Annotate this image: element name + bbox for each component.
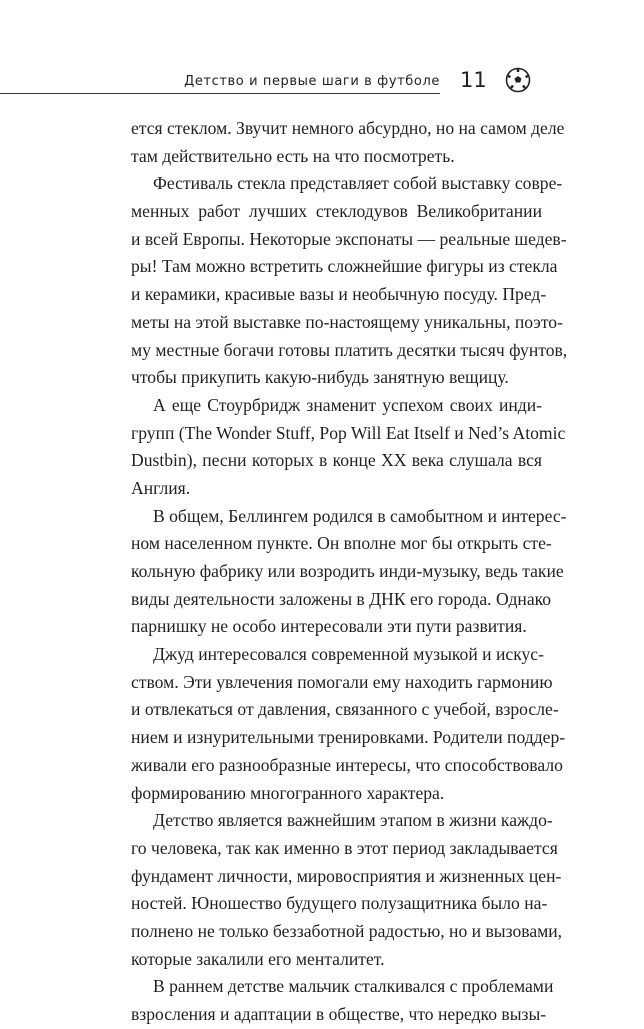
text-line: нием и изнурительными тренировками. Родители поддер-	[131, 727, 566, 748]
text-line: ется стеклом. Звучит немного абсурдно, но на самом деле	[131, 118, 565, 138]
paragraph	[131, 807, 563, 973]
text-line: виды деятельности заложены в ДНК его города. Однако	[131, 588, 552, 609]
text-line: формированию многогранного характера.	[131, 782, 445, 803]
text-line: кольную фабрику или возродить инди-музыку, ведь такие	[131, 561, 564, 581]
paragraph	[131, 641, 566, 807]
text-line: Детство является важнейшим этапом в жизни каждо-	[153, 810, 553, 831]
paragraph	[131, 170, 568, 392]
text-line: му местные богачи готовы платить десятки тысяч фунтов,	[131, 339, 568, 360]
text-line: ством. Эти увлечения помогали ему находить гармонию	[131, 671, 553, 692]
text-line: и отвлекаться от давления, связанного с учебой, взросле-	[131, 699, 559, 720]
text-line: которые закалили его менталитет.	[131, 948, 385, 969]
running-title: Детство и первые шаги в футболе	[184, 74, 440, 89]
text-line: взросления и адаптации в обществе, что нередко вызы-	[131, 1004, 547, 1024]
text-line: Англия.	[131, 477, 191, 498]
paragraph	[131, 973, 554, 1028]
soccer-ball-icon	[505, 67, 531, 93]
body-text	[131, 115, 568, 1029]
text-line: меты на этой выставке по-настоящему уникальны, поэто-	[131, 311, 563, 332]
text-line: Dustbin), песни которых в конце XX века слушала вся	[131, 450, 542, 471]
text-line: ностей. Юношество будущего полузащитника было на-	[131, 893, 548, 914]
text-line: Джуд интересовался современной музыкой и искус-	[153, 644, 544, 665]
text-line: и керамики, красивые вазы и необычную посуду. Пред-	[131, 284, 547, 305]
text-line: и всей Европы. Некоторые экспонаты — реальные шедев-	[131, 228, 567, 249]
text-line: Фестиваль стекла представляет собой выставку совре-	[153, 173, 563, 194]
page-number: 11	[460, 68, 487, 92]
paragraph	[131, 392, 566, 503]
text-line: ном населенном пункте. Он вполне мог бы открыть сте-	[131, 533, 552, 554]
text-line: парнишку не особо интересовали эти пути развития.	[131, 616, 527, 637]
paragraph	[131, 503, 567, 641]
text-line: фундамент личности, мировосприятия и жизненных цен-	[131, 865, 562, 886]
text-line: ры! Там можно встретить сложнейшие фигуры из стекла	[131, 256, 558, 277]
text-line: В общем, Беллингем родился в самобытном и интерес-	[153, 505, 567, 526]
text-line: групп (The Wonder Stuff, Pop Will Eat Itself и Ned’s Atomic	[131, 422, 566, 443]
text-line: чтобы прикупить какую-нибудь занятную вещицу.	[131, 367, 509, 388]
text-line: там действительно есть на что посмотреть.	[131, 145, 455, 166]
text-line: менных работ лучших стеклодувов Великобритании	[131, 201, 542, 222]
text-line: живали его разнообразные интересы, что способствовало	[131, 754, 563, 775]
paragraph	[131, 115, 565, 170]
text-line: А еще Стоурбридж знаменит успехом своих инди-	[153, 394, 542, 415]
text-line: полнено не только беззаботной радостью, но и вызовами,	[131, 920, 563, 941]
text-line: В раннем детстве мальчик сталкивался с проблемами	[153, 976, 554, 997]
text-line: го человека, так как именно в этот период закладывается	[131, 837, 558, 858]
running-header	[0, 66, 440, 94]
